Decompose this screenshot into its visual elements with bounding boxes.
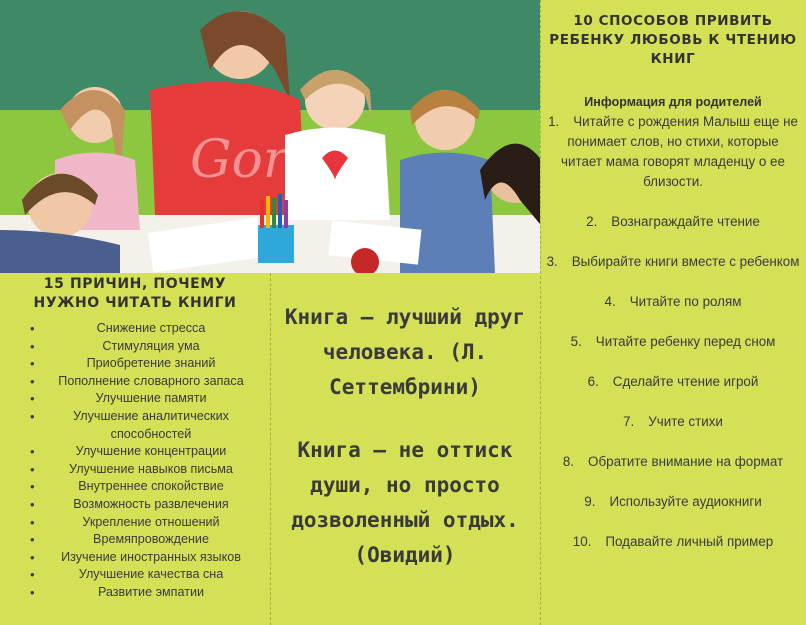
list-item: [540, 292, 806, 312]
list-number: 6.: [587, 374, 599, 389]
list-item: • Изучение иностранных языков: [0, 549, 270, 567]
ways-title: 10 СПОСОБОВ ПРИВИТЬ РЕБЕНКУ ЛЮБОВЬ К ЧТЕНИЮ КНИГ: [549, 13, 797, 67]
quotes-block: [270, 300, 540, 573]
list-item: • Снижение стресса: [0, 320, 270, 338]
list-number: 5.: [570, 334, 582, 349]
list-item: • Улучшение навыков письма: [0, 461, 270, 479]
list-number: 1.: [548, 114, 560, 129]
list-number: 2.: [586, 214, 598, 229]
list-number: 9.: [584, 494, 596, 509]
list-text: Вознаграждайте чтение: [611, 214, 760, 229]
pencil-cup: [258, 225, 294, 263]
list-item: • Развитие эмпатии: [0, 584, 270, 602]
children-reading-photo: [0, 0, 540, 273]
reasons-list: [0, 320, 270, 602]
list-item: [540, 372, 806, 392]
list-item: [540, 332, 806, 352]
photo-watermark: Gora: [190, 130, 319, 190]
ways-subtitle: Информация для родителей: [584, 95, 762, 109]
list-item: [540, 212, 806, 232]
ways-list: [540, 112, 806, 552]
list-number: 3.: [546, 254, 558, 269]
list-item: • Улучшение аналитических способностей: [0, 408, 270, 443]
list-text: Учите стихи: [648, 414, 723, 429]
reasons-title-line: НУЖНО ЧИТАТЬ КНИГИ: [33, 295, 237, 311]
list-item: • Стимуляция ума: [0, 338, 270, 356]
quote-settembrini: Книга — лучший друг человека. (Л. Сеттембрини): [284, 305, 526, 399]
list-text: Сделайте чтение игрой: [612, 374, 759, 389]
list-item: [540, 492, 806, 512]
reasons-title-line: 15 ПРИЧИН, ПОЧЕМУ: [43, 276, 227, 292]
list-number: 10.: [572, 534, 592, 549]
list-item: [540, 532, 806, 552]
list-item: • Улучшение концентрации: [0, 443, 270, 461]
list-item: • Возможность развлечения: [0, 496, 270, 514]
list-item: • Внутреннее спокойствие: [0, 478, 270, 496]
list-item: • Времяпровождение: [0, 531, 270, 549]
list-item: • Приобретение знаний: [0, 355, 270, 373]
list-text: Читайте по ролям: [629, 294, 742, 309]
list-text: Обратите внимание на формат: [588, 454, 784, 469]
quote-ovid: Книга — не оттиск души, но просто дозволенный отдых. (Овидий): [291, 438, 519, 567]
list-item: • Пополнение словарного запаса: [0, 373, 270, 391]
list-number: 4.: [604, 294, 616, 309]
list-number: 8.: [562, 454, 575, 469]
list-item: [540, 452, 806, 472]
list-text: Подавайте личный пример: [605, 534, 774, 549]
list-number: 7.: [623, 414, 635, 429]
list-item: • Улучшение памяти: [0, 390, 270, 408]
list-text: Читайте с рождения Малыш еще не понимает слов, но стихи, которые читает мама говорят младенцу о ее близости.: [561, 114, 798, 189]
list-text: Читайте ребенку перед сном: [595, 334, 776, 349]
list-item: [540, 112, 806, 192]
reasons-title: [0, 275, 270, 313]
list-item: • Укрепление отношений: [0, 514, 270, 532]
list-item: [540, 412, 806, 432]
list-item: • Улучшение качества сна: [0, 566, 270, 584]
list-text: Выбирайте книги вместе с ребенком: [571, 254, 800, 269]
list-text: Используйте аудиокниги: [609, 494, 762, 509]
list-item: [540, 252, 806, 272]
